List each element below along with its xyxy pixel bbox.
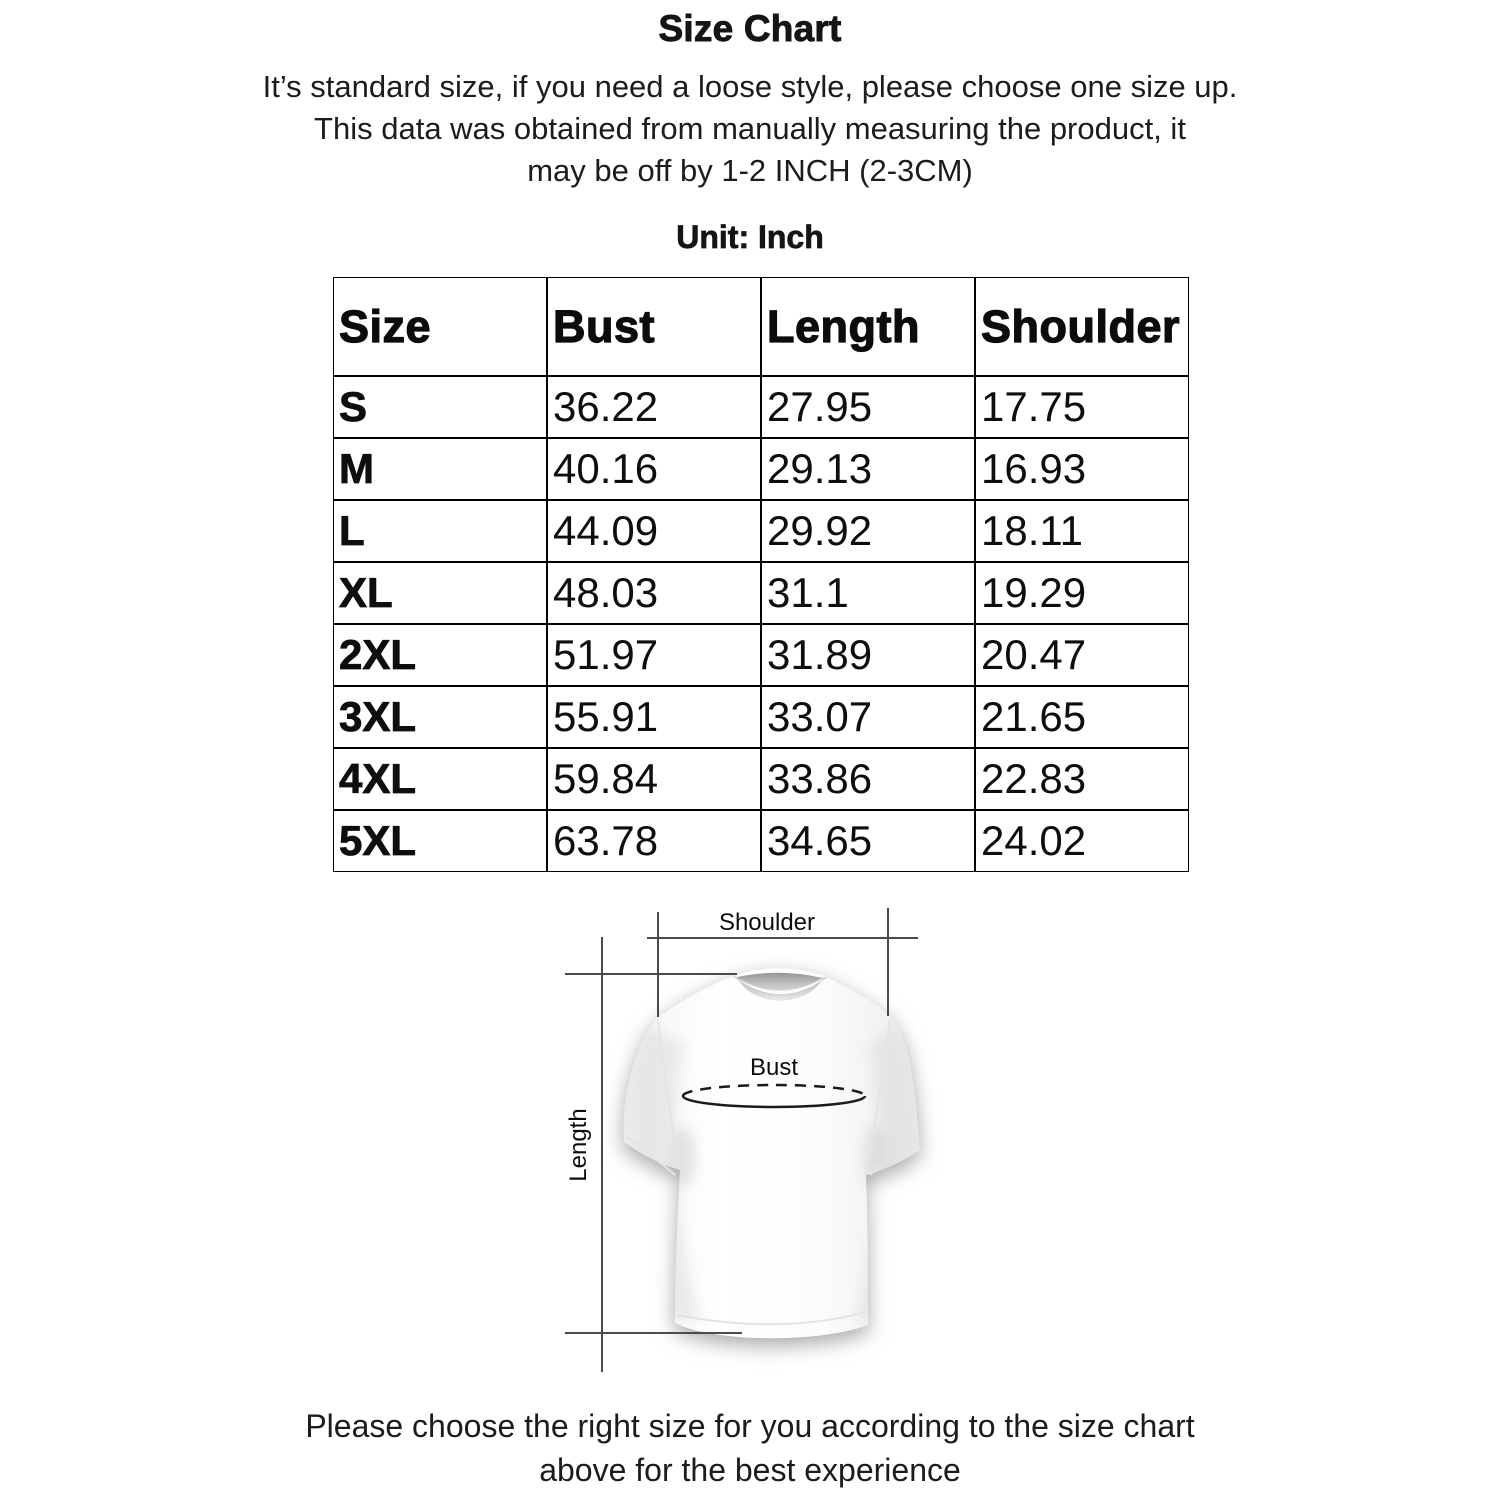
size-cell: L xyxy=(333,500,547,562)
value-cell: 21.65 xyxy=(975,686,1189,748)
page-title: Size Chart xyxy=(658,8,842,49)
table-row xyxy=(333,810,1189,872)
value-cell: 22.83 xyxy=(975,748,1189,810)
value-cell: 40.16 xyxy=(547,438,761,500)
value-cell: 29.92 xyxy=(761,500,975,562)
value-cell: 31.1 xyxy=(761,562,975,624)
value-cell: 36.22 xyxy=(547,376,761,438)
value-cell: 33.07 xyxy=(761,686,975,748)
value-cell: 34.65 xyxy=(761,810,975,872)
value-cell: 51.97 xyxy=(547,624,761,686)
size-description xyxy=(0,66,1500,192)
footer-line: above for the best experience xyxy=(539,1452,961,1488)
size-cell: 3XL xyxy=(333,686,547,748)
shoulder-label: Shoulder xyxy=(718,909,816,936)
value-cell: 33.86 xyxy=(761,748,975,810)
value-cell: 29.13 xyxy=(761,438,975,500)
size-cell: 5XL xyxy=(333,810,547,872)
column-header: Bust xyxy=(547,277,761,376)
value-cell: 19.29 xyxy=(975,562,1189,624)
table-row xyxy=(333,686,1189,748)
footer-line: Please choose the right size for you according to the size chart xyxy=(305,1408,1195,1444)
bust-label: Bust xyxy=(749,1054,799,1081)
tshirt-illustration xyxy=(623,968,920,1338)
unit-label: Unit: Inch xyxy=(676,219,824,255)
size-cell: 2XL xyxy=(333,624,547,686)
description-line: This data was obtained from manually measuring the product, it xyxy=(314,111,1186,146)
value-cell: 24.02 xyxy=(975,810,1189,872)
table-row xyxy=(333,624,1189,686)
table-row xyxy=(333,500,1189,562)
value-cell: 48.03 xyxy=(547,562,761,624)
table-row xyxy=(333,438,1189,500)
value-cell: 27.95 xyxy=(761,376,975,438)
value-cell: 59.84 xyxy=(547,748,761,810)
value-cell: 17.75 xyxy=(975,376,1189,438)
size-cell: XL xyxy=(333,562,547,624)
value-cell: 18.11 xyxy=(975,500,1189,562)
footer-note xyxy=(0,1404,1500,1492)
length-label: Length xyxy=(565,1108,592,1182)
value-cell: 16.93 xyxy=(975,438,1189,500)
size-table xyxy=(333,277,1189,872)
description-line: It’s standard size, if you need a loose style, please choose one size up. xyxy=(262,69,1238,104)
size-cell: M xyxy=(333,438,547,500)
value-cell: 63.78 xyxy=(547,810,761,872)
table-row xyxy=(333,376,1189,438)
size-cell: S xyxy=(333,376,547,438)
value-cell: 44.09 xyxy=(547,500,761,562)
measurement-diagram xyxy=(550,895,990,1395)
table-row xyxy=(333,562,1189,624)
value-cell: 31.89 xyxy=(761,624,975,686)
value-cell: 20.47 xyxy=(975,624,1189,686)
value-cell: 55.91 xyxy=(547,686,761,748)
size-cell: 4XL xyxy=(333,748,547,810)
column-header: Shoulder xyxy=(975,277,1189,376)
column-header: Size xyxy=(333,277,547,376)
column-header: Length xyxy=(761,277,975,376)
description-line: may be off by 1-2 INCH (2-3CM) xyxy=(527,153,973,188)
table-row xyxy=(333,748,1189,810)
